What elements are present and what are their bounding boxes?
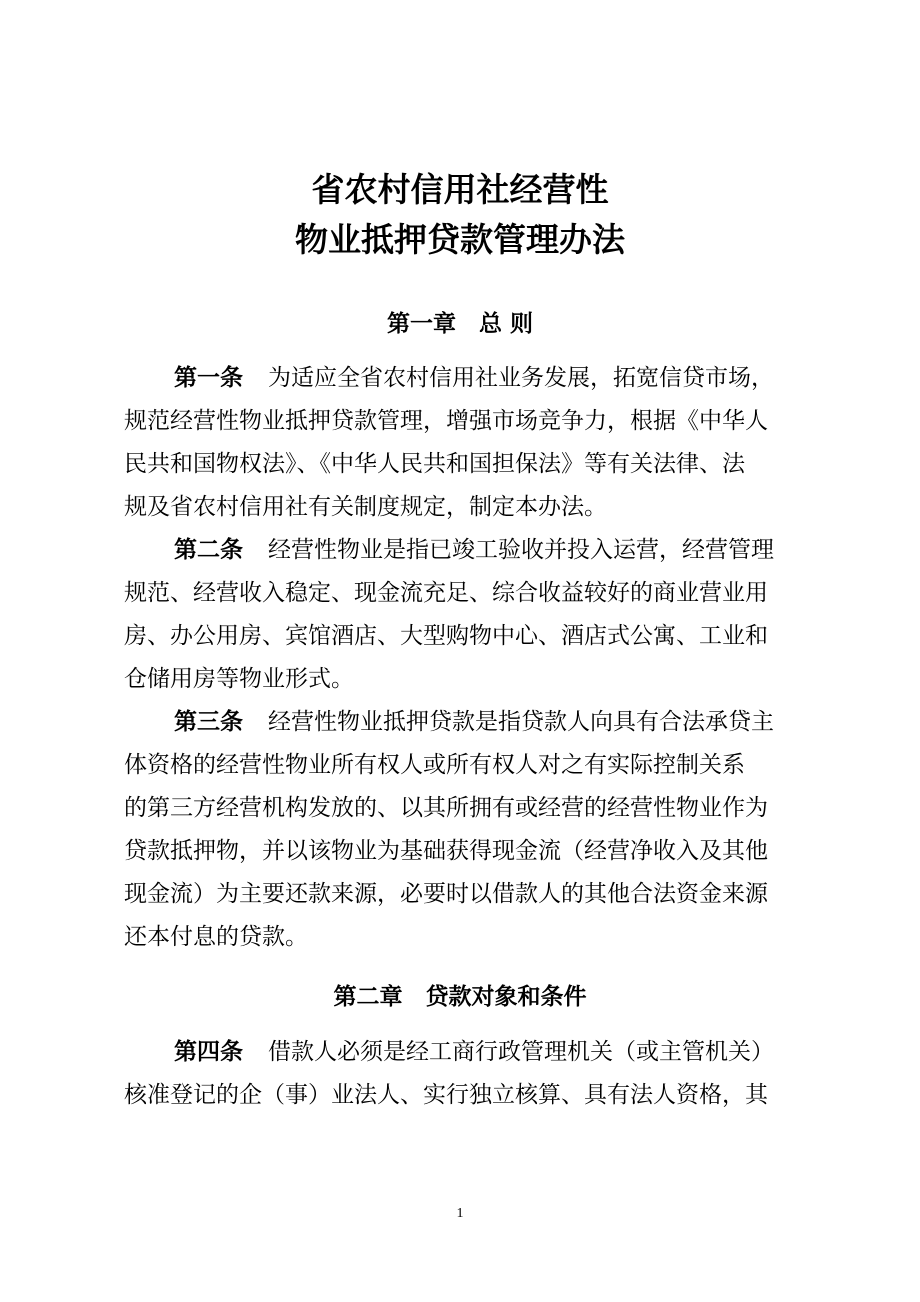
title-line-2: 物业抵押贷款管理办法: [295, 220, 625, 259]
page-number: 1: [456, 1206, 464, 1221]
article-2: [124, 529, 814, 701]
article-2-line-2: 规范、经营收入稳定、现金流充足、综合收益较好的商业营业用: [124, 580, 768, 606]
article-text: 经营性物业是指已竣工验收并投入运营，经营管理: [268, 537, 774, 563]
article-2-line-4: 仓储用房等物业形式。: [124, 666, 354, 692]
article-3-line-3: 的第三方经营机构发放的、以其所拥有或经营的经营性物业作为: [124, 795, 768, 821]
article-1-line-1: [124, 357, 814, 400]
article-number: 第二条: [174, 537, 243, 563]
document-title: [0, 165, 920, 265]
chapter-2-heading: 第二章 贷款对象和条件: [333, 984, 587, 1010]
article-2-line-3: 房、办公用房、宾馆酒店、大型购物中心、酒店式公寓、工业和: [124, 623, 768, 649]
article-3: [124, 701, 814, 959]
article-3-line-5: 现金流）为主要还款来源，必要时以借款人的其他合法资金来源: [124, 881, 768, 907]
article-3-line-6: 还本付息的贷款。: [124, 924, 308, 950]
chapter-1-heading: 第一章 总 则: [386, 311, 533, 337]
article-1-line-3: 民共和国物权法》、《中华人民共和国担保法》等有关法律、法: [124, 451, 745, 477]
article-4-line-2: 核准登记的企（事）业法人、实行独立核算、具有法人资格，其: [124, 1082, 768, 1108]
article-number: 第三条: [174, 709, 243, 735]
article-number: 第四条: [174, 1039, 243, 1065]
article-4-line-1: [124, 1031, 814, 1074]
article-text: 经营性物业抵押贷款是指贷款人向具有合法承贷主: [268, 709, 774, 735]
article-2-line-1: [124, 529, 814, 572]
article-4: [124, 1031, 814, 1117]
article-1-line-4: 规及省农村信用社有关制度规定，制定本办法。: [124, 494, 607, 520]
article-number: 第一条: [174, 365, 243, 391]
title-line-1: 省农村信用社经营性: [311, 170, 609, 209]
article-3-line-2: 体资格的经营性物业所有权人或所有权人对之有实际控制关系: [124, 752, 745, 778]
article-3-line-4: 贷款抵押物，并以该物业为基础获得现金流（经营净收入及其他: [124, 838, 768, 864]
article-text: 借款人必须是经工商行政管理机关（或主管机关）: [268, 1039, 774, 1065]
article-1: [124, 357, 814, 529]
article-1-line-2: 规范经营性物业抵押贷款管理，增强市场竞争力，根据《中华人: [124, 408, 768, 434]
article-text: 为适应全省农村信用社业务发展，拓宽信贷市场，: [268, 365, 774, 391]
article-3-line-1: [124, 701, 814, 744]
